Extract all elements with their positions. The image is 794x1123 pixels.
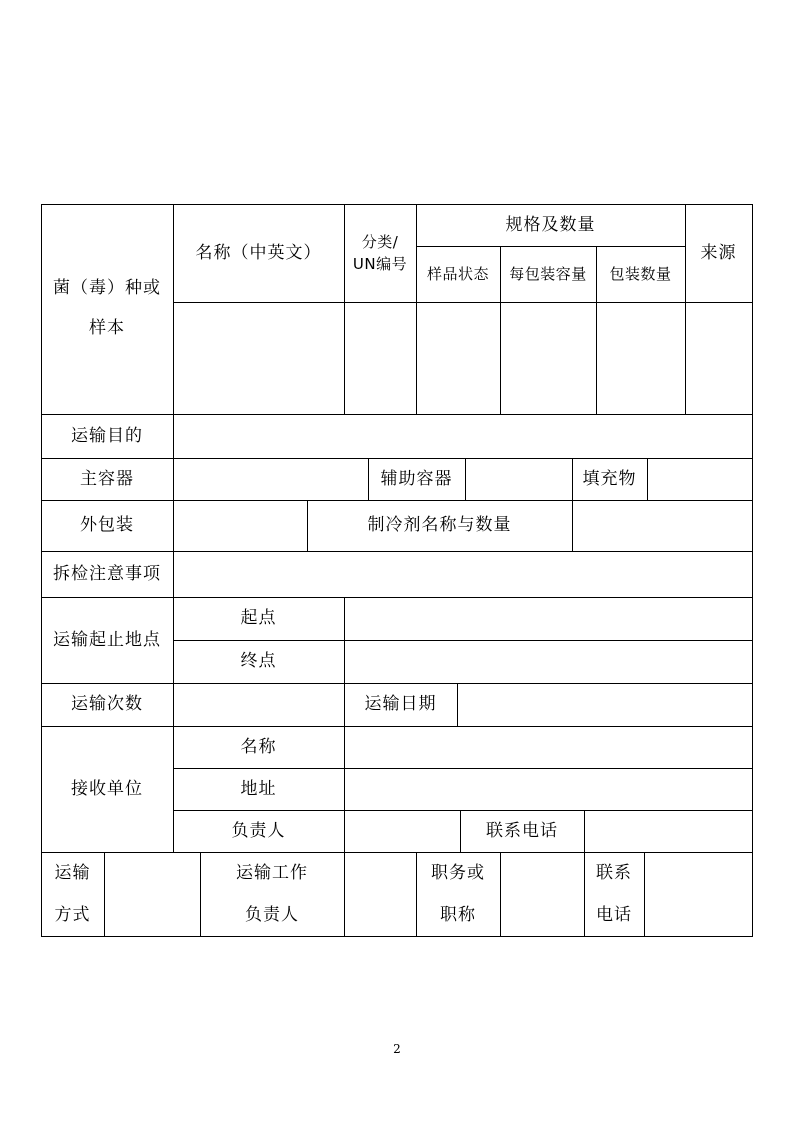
receiver-name-field[interactable] — [345, 727, 752, 768]
sample-state-field[interactable] — [417, 303, 500, 414]
category-column-header: 分类/ UN编号 — [352, 233, 408, 273]
outer-package-label: 外包装 — [80, 515, 134, 536]
end-point-field[interactable] — [345, 641, 752, 683]
outer-package-field[interactable] — [174, 501, 307, 551]
receiver-name-label: 名称 — [240, 736, 277, 757]
transport-times-label: 运输次数 — [71, 694, 143, 715]
receiver-phone-label: 联系电话 — [486, 820, 558, 841]
purpose-field[interactable] — [174, 415, 752, 458]
transport-date-field[interactable] — [458, 684, 752, 726]
sample-state-header: 样品状态 — [426, 264, 489, 283]
position-title-label: 职务或 职称 — [431, 863, 485, 925]
inspection-notes-field[interactable] — [174, 552, 752, 597]
sample-type-label: 菌（毒）种或 样本 — [53, 278, 161, 338]
receiver-person-field[interactable] — [345, 811, 460, 852]
position-title-field[interactable] — [501, 853, 584, 936]
sample-name-field[interactable] — [174, 303, 344, 414]
secondary-container-label: 辅助容器 — [380, 468, 453, 489]
source-field[interactable] — [686, 303, 752, 414]
contact-phone-label: 联系 电话 — [596, 863, 632, 925]
refrigerant-field[interactable] — [573, 501, 752, 551]
start-point-field[interactable] — [345, 598, 752, 640]
primary-container-label: 主容器 — [80, 468, 134, 489]
table-right-border — [752, 204, 753, 937]
primary-container-field[interactable] — [174, 459, 368, 500]
route-label: 运输起止地点 — [53, 629, 161, 650]
spec-quantity-header: 规格及数量 — [505, 214, 596, 235]
source-column-header: 来源 — [700, 242, 737, 263]
start-point-label: 起点 — [240, 608, 277, 629]
name-column-header: 名称（中英文） — [195, 242, 322, 263]
per-package-capacity-header: 每包装容量 — [509, 264, 587, 283]
package-count-header: 包装数量 — [609, 264, 672, 283]
filler-field[interactable] — [648, 459, 752, 500]
table-bottom-border — [41, 936, 753, 937]
package-count-field[interactable] — [597, 303, 685, 414]
per-package-capacity-field[interactable] — [501, 303, 596, 414]
receiver-address-field[interactable] — [345, 769, 752, 810]
work-person-label: 运输工作 负责人 — [236, 863, 308, 925]
refrigerant-label: 制冷剂名称与数量 — [367, 515, 512, 536]
transport-mode-label: 运输 方式 — [54, 863, 91, 925]
transport-date-label: 运输日期 — [364, 694, 437, 715]
contact-phone-field[interactable] — [645, 853, 752, 936]
end-point-label: 终点 — [240, 651, 277, 672]
work-person-field[interactable] — [345, 853, 416, 936]
receiver-phone-field[interactable] — [585, 811, 752, 852]
filler-label: 填充物 — [582, 468, 637, 489]
receiver-label: 接收单位 — [71, 778, 143, 799]
transport-mode-field[interactable] — [105, 853, 200, 936]
purpose-label: 运输目的 — [71, 425, 143, 446]
inspection-notes-label: 拆检注意事项 — [53, 563, 161, 584]
receiver-address-label: 地址 — [240, 778, 277, 799]
transport-times-field[interactable] — [174, 684, 344, 726]
receiver-person-label: 负责人 — [231, 820, 286, 841]
category-field[interactable] — [345, 303, 416, 414]
secondary-container-field[interactable] — [466, 459, 572, 500]
page-number: 2 — [393, 1042, 401, 1056]
